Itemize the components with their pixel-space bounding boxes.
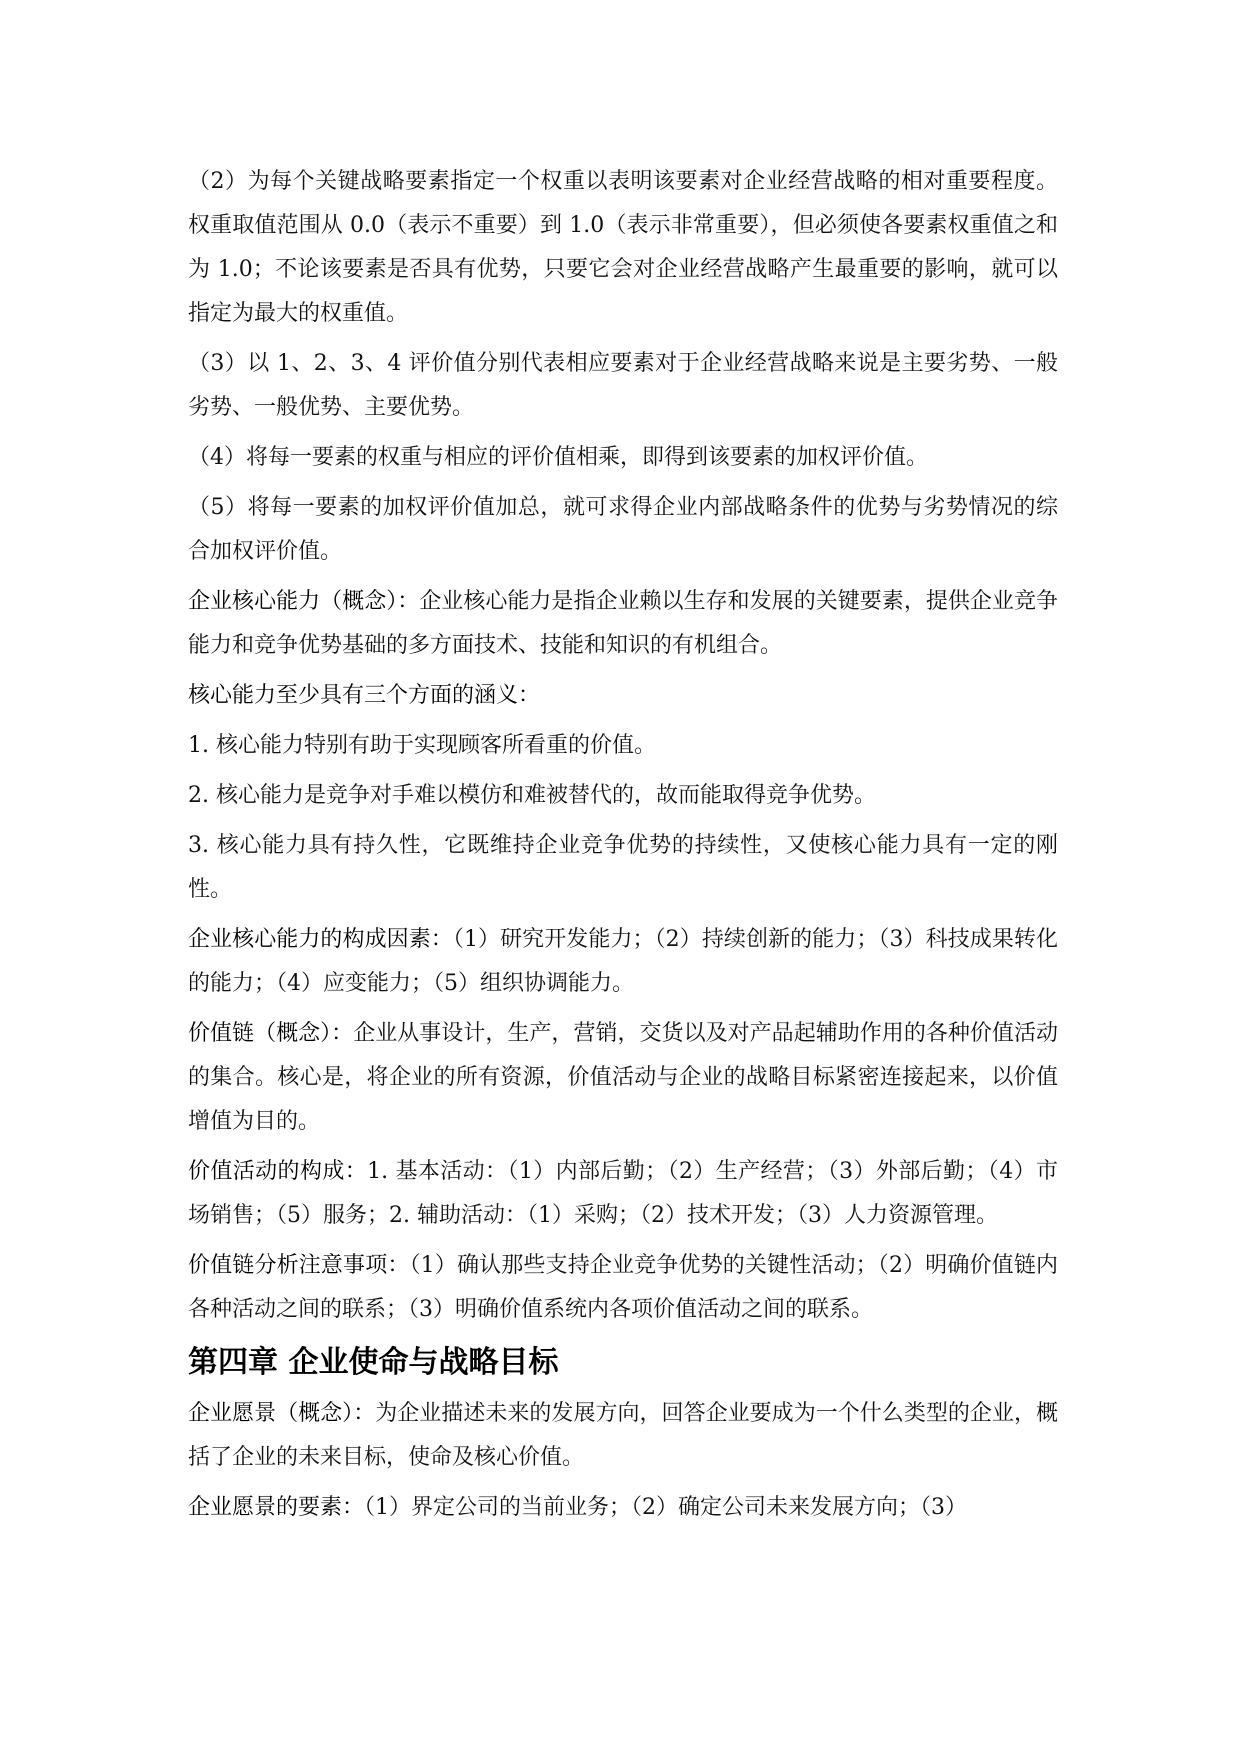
paragraph-core-meaning-heading — [188, 674, 1058, 718]
core-meaning-3-text: 3. 核心能力具有持久性，它既维持企业竞争优势的持续性，又使核心能力具有一定的刚性。 — [188, 833, 1058, 902]
paragraph-vision-elements — [188, 1486, 1058, 1530]
core-meaning-heading: 核心能力至少具有三个方面的涵义： — [188, 683, 541, 708]
value-chain-heading: 价值链（概念）： — [188, 1021, 354, 1046]
chapter-title: 第四章 企业使命与战略目标 — [188, 1345, 559, 1380]
paragraph-step-2 — [188, 160, 1058, 336]
document-body — [188, 160, 1058, 1536]
analysis-text: （1）确认那些支持企业竞争优势的关键性活动；（2）明确价值链内各种活动之间的联系；（3）明确价值系统内各项价值活动之间的联系。 — [188, 1253, 1058, 1322]
paragraph-step-5 — [188, 486, 1058, 574]
vision-elements-text: （1）界定公司的当前业务；（2）确定公司未来发展方向；（3） — [364, 1495, 968, 1520]
paragraph-value-activities — [188, 1150, 1058, 1238]
paragraph-step-4 — [188, 436, 1058, 480]
core-competence-heading: 企业核心能力（概念）： — [188, 589, 420, 614]
list-item-core-meaning-2 — [188, 774, 1058, 818]
step-2-text: （2）为每个关键战略要素指定一个权重以表明该要素对企业经营战略的相对重要程度。权重取值范围从 0.0（表示不重要）到 1.0（表示非常重要），但必须使各要素权重值之和为 1.0；不论该要素是否具有优势，只要它会对企业经营战略产生最重要的影响，就可以指定为最大的权重值。 — [188, 169, 1058, 326]
factors-text: （1）研究开发能力；（2）持续创新的能力；（3）科技成果转化的能力；（4）应变能力；（5）组织协调能力。 — [188, 927, 1058, 996]
factors-heading: 企业核心能力的构成因素： — [188, 927, 453, 952]
core-competence-text: 企业核心能力是指企业赖以生存和发展的关键要素，提供企业竞争能力和竞争优势基础的多方面技术、技能和知识的有机组合。 — [188, 589, 1058, 658]
paragraph-factors — [188, 918, 1058, 1006]
paragraph-value-chain — [188, 1012, 1058, 1144]
paragraph-step-3 — [188, 342, 1058, 430]
step-4-text: （4）将每一要素的权重与相应的评价值相乘，即得到该要素的加权评价值。 — [188, 445, 928, 470]
value-chain-text: 企业从事设计，生产，营销，交货以及对产品起辅助作用的各种价值活动的集合。核心是，将企业的所有资源，价值活动与企业的战略目标紧密连接起来，以价值增值为目的。 — [188, 1021, 1058, 1134]
list-item-core-meaning-3 — [188, 824, 1058, 912]
list-item-core-meaning-1 — [188, 724, 1058, 768]
value-activities-heading: 价值活动的构成： — [188, 1159, 368, 1184]
vision-heading: 企业愿景（概念）： — [188, 1401, 376, 1426]
vision-elements-heading: 企业愿景的要素： — [188, 1495, 365, 1520]
paragraph-vision — [188, 1392, 1058, 1480]
step-5-text: （5）将每一要素的加权评价值加总，就可求得企业内部战略条件的优势与劣势情况的综合加权评价值。 — [188, 495, 1058, 564]
value-activities-text: 1. 基本活动：（1）内部后勤；（2）生产经营；（3）外部后勤；（4）市场销售；（5）服务；2. 辅助活动：（1）采购；（2）技术开发；（3）人力资源管理。 — [188, 1159, 1058, 1228]
vision-text: 为企业描述未来的发展方向，回答企业要成为一个什么类型的企业，概括了企业的未来目标，使命及核心价值。 — [188, 1401, 1058, 1470]
step-3-text: （3）以 1、2、3、4 评价值分别代表相应要素对于企业经营战略来说是主要劣势、一般劣势、一般优势、主要优势。 — [188, 351, 1058, 420]
paragraph-analysis — [188, 1244, 1058, 1332]
core-meaning-2-text: 2. 核心能力是竞争对手难以模仿和难被替代的，故而能取得竞争优势。 — [188, 783, 876, 808]
analysis-heading: 价值链分析注意事项： — [188, 1253, 410, 1278]
paragraph-core-competence — [188, 580, 1058, 668]
core-meaning-1-text: 1. 核心能力特别有助于实现顾客所看重的价值。 — [188, 733, 656, 758]
